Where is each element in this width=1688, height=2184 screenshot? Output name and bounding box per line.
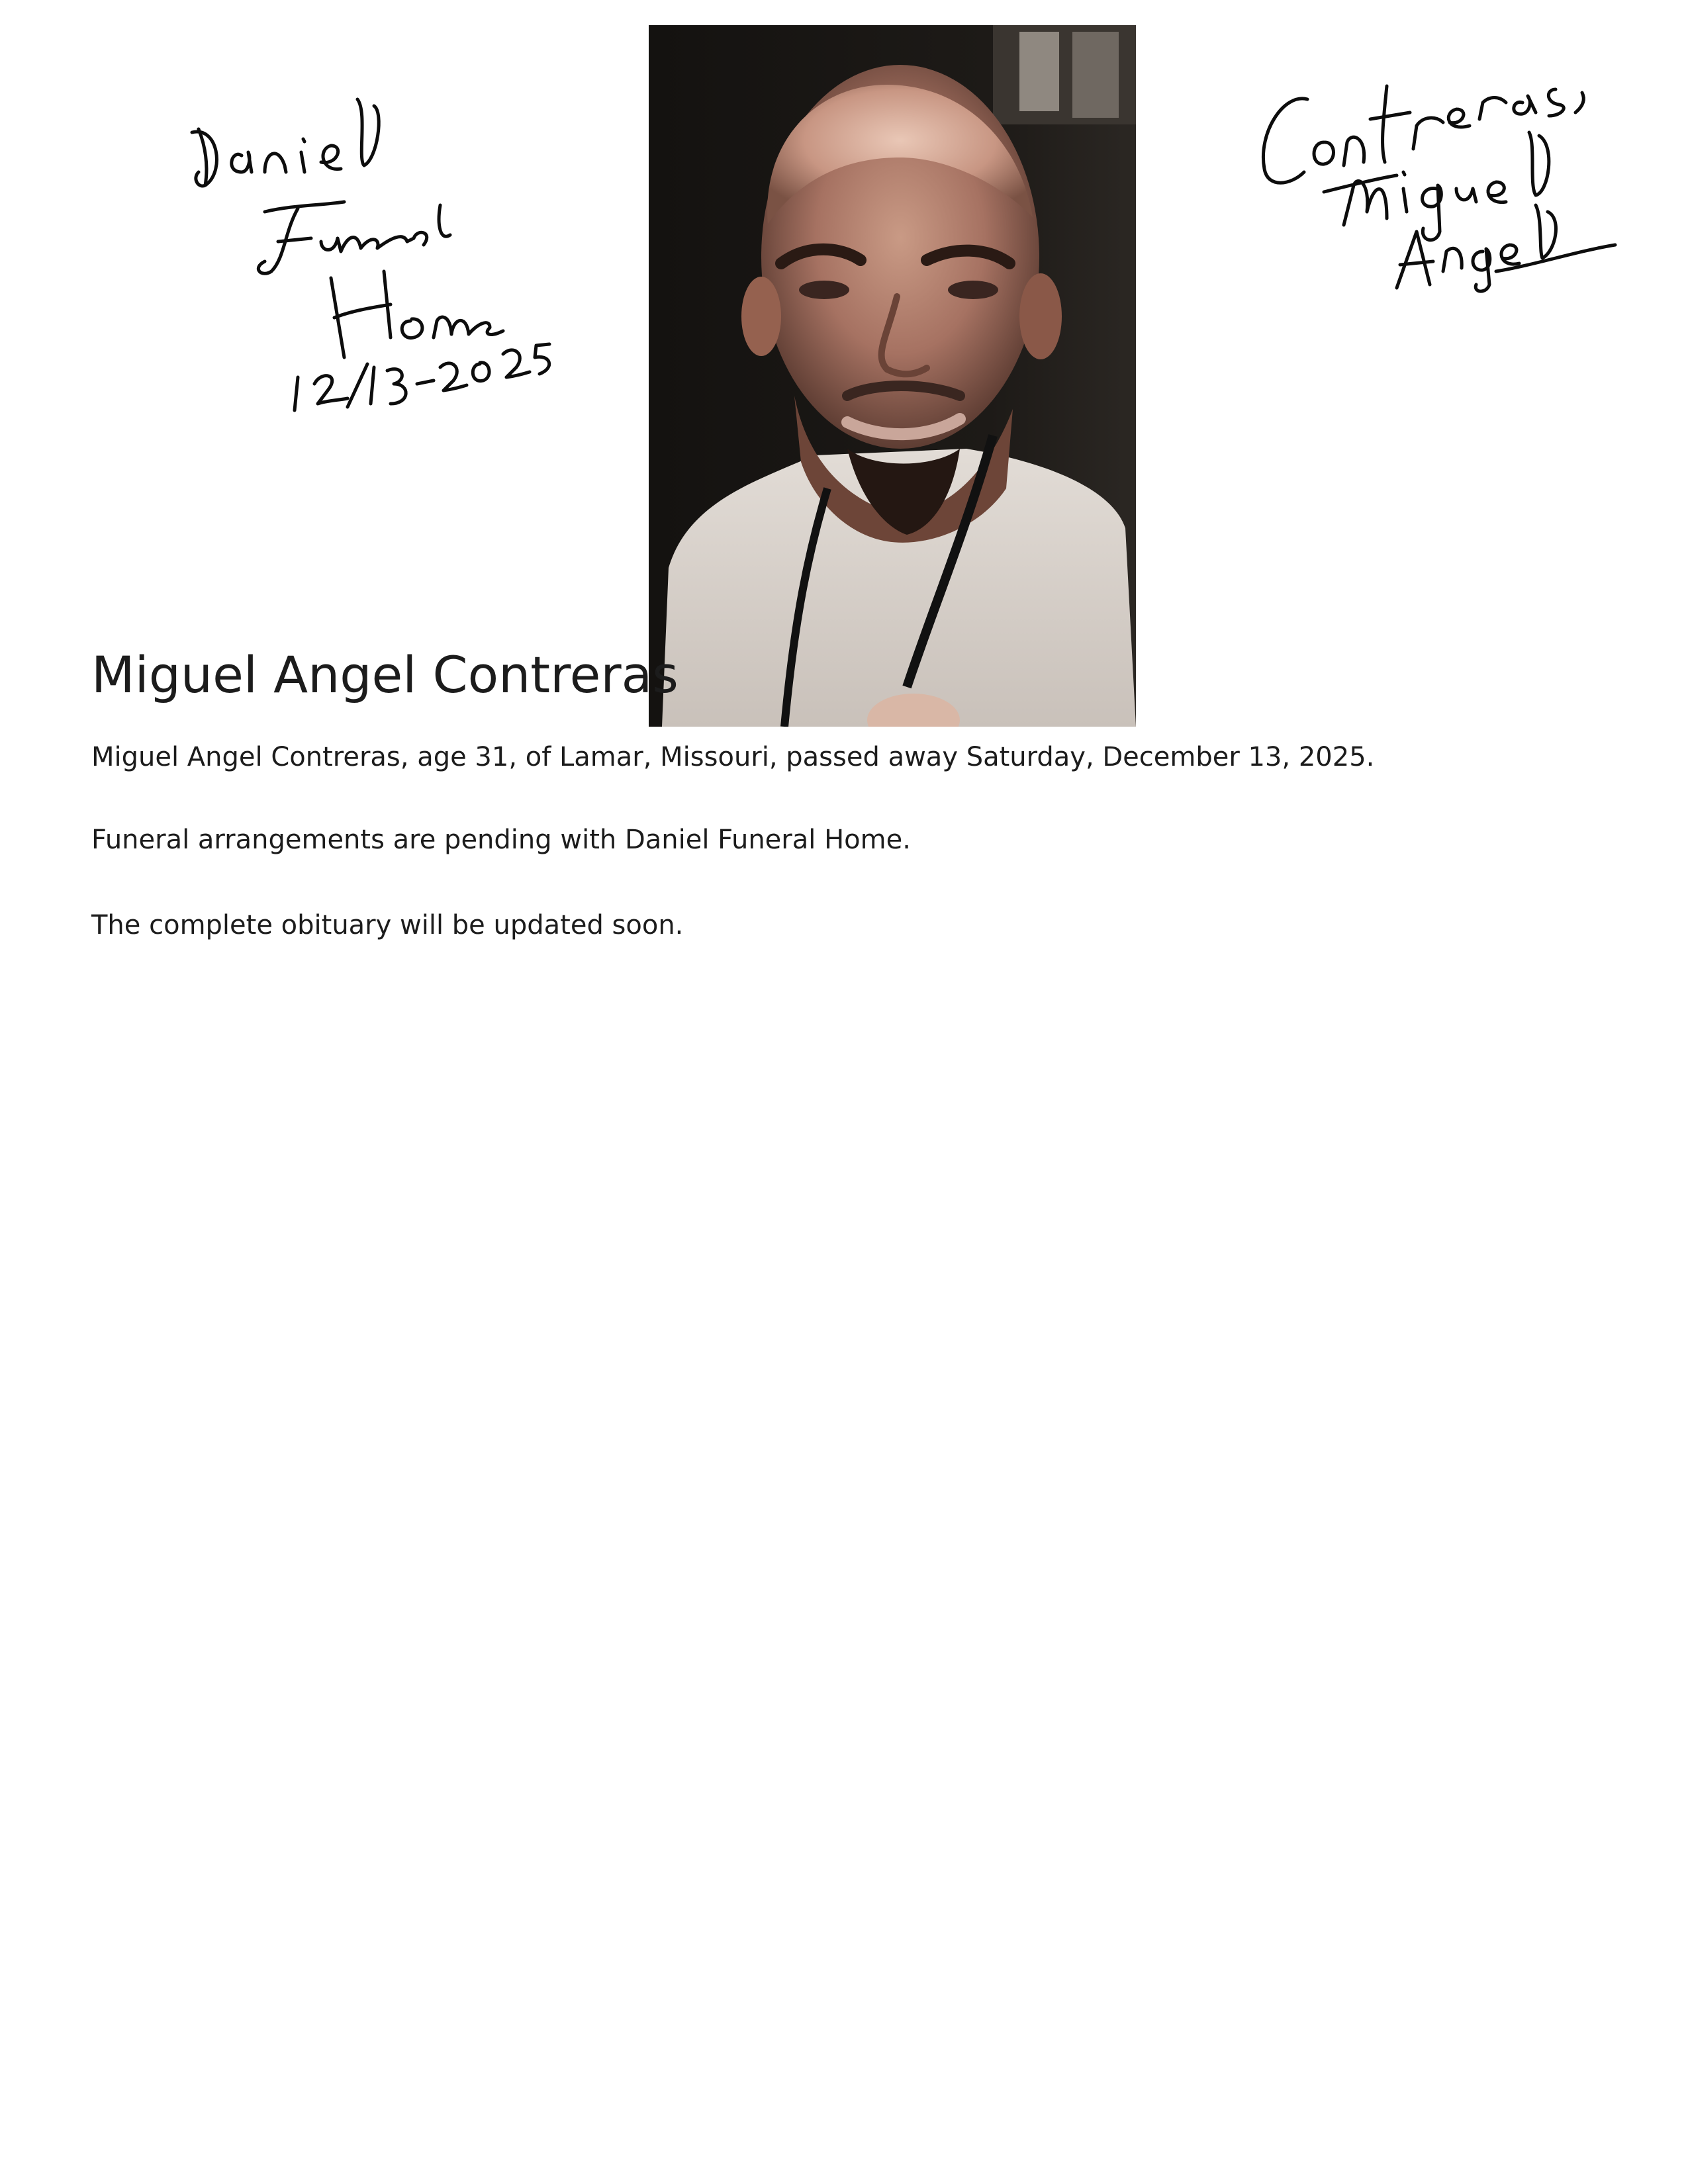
obituary-paragraph-passing: Miguel Angel Contreras, age 31, of Lamar, Missouri, passed away Saturday, December 13, 2025. [91, 742, 1375, 772]
obituary-name-heading: Miguel Angel Contreras [91, 645, 679, 704]
obituary-paragraph-arrangements: Funeral arrangements are pending with Daniel Funeral Home. [91, 825, 911, 855]
obituary-paragraph-update: The complete obituary will be updated soon. [91, 910, 684, 940]
portrait-photo [649, 25, 1136, 727]
handwritten-note-funeral-home [179, 73, 589, 404]
handwritten-note-name [1244, 53, 1615, 291]
